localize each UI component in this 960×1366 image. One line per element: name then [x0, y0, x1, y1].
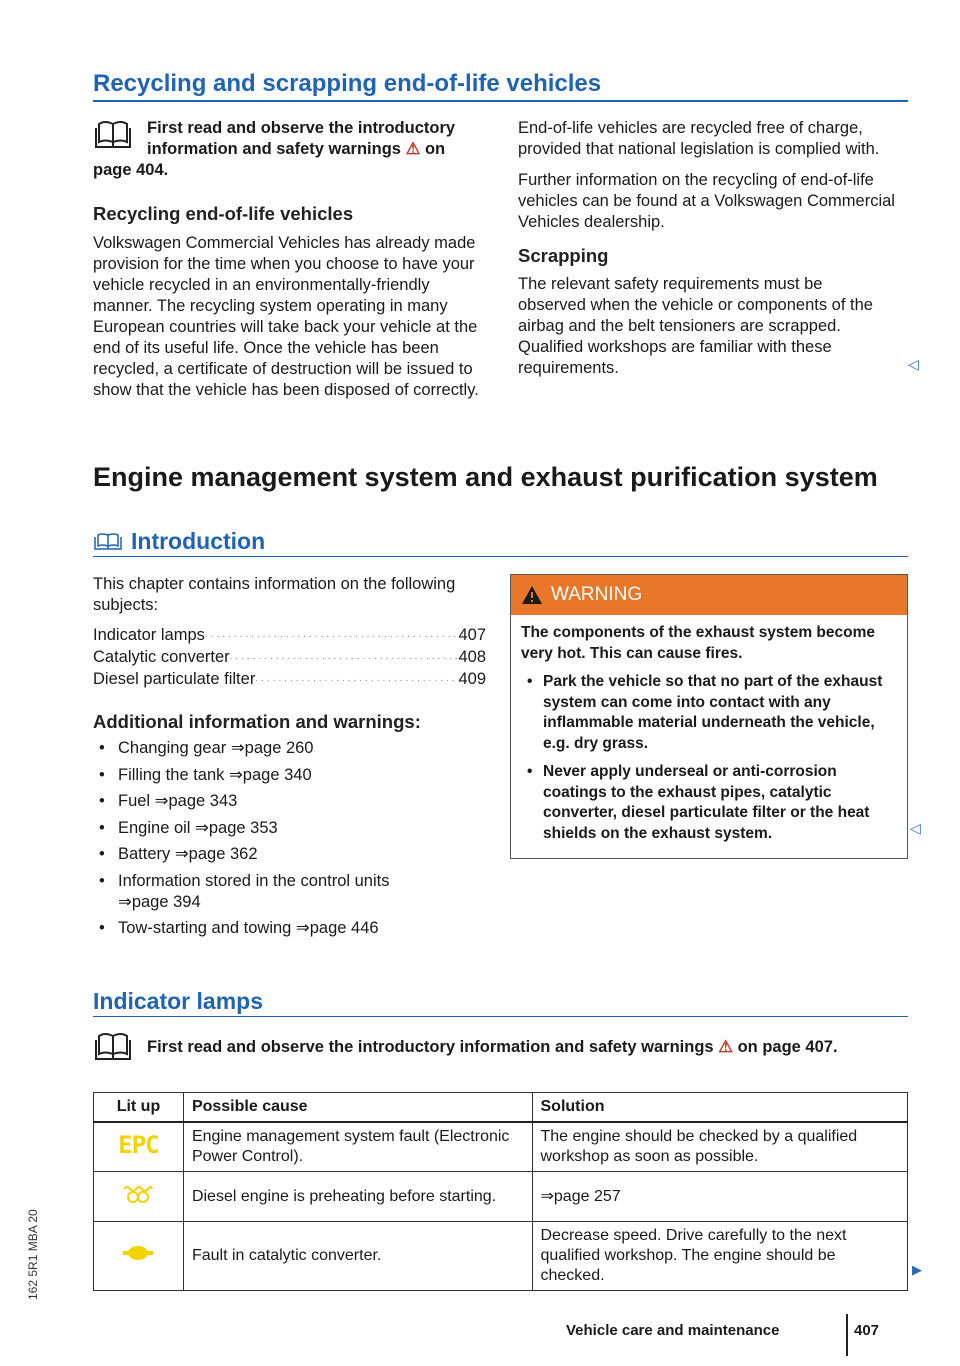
catalytic-converter-icon [121, 1242, 155, 1264]
table-row [94, 1222, 908, 1291]
list-item[interactable]: • Engine oil ⇒page 353 [93, 818, 423, 839]
table-header-row [94, 1093, 908, 1123]
toc-list [93, 624, 486, 690]
continue-arrow-icon: ▶ [912, 1262, 922, 1277]
warning-body [511, 615, 907, 858]
toc-page: 409 [458, 670, 486, 688]
list-item[interactable]: • Fuel ⇒page 343 [93, 791, 423, 812]
table-cell-icon [94, 1222, 184, 1291]
list-item[interactable]: • Battery ⇒page 362 [93, 844, 423, 865]
recycling-heading: Recycling and scrapping end-of-life vehicles [93, 70, 602, 97]
book-icon [93, 120, 133, 150]
warning-bullet: • Park the vehicle so that no part of the exhaust system can come into contact with any inflammable material underneath the vehicle, e.g. dry grass. [521, 672, 897, 754]
recycling-sub1: Recycling end-of-life vehicles [93, 203, 354, 224]
list-item[interactable]: • Filling the tank ⇒page 340 [93, 765, 423, 786]
indicator-table [93, 1092, 908, 1291]
introduction-heading-row [93, 528, 265, 555]
document-code: 162 5R1 MBA 20 [26, 1209, 40, 1300]
indicator-lamps-rule [93, 1016, 908, 1017]
glow-plug-preheating-icon [121, 1183, 155, 1205]
indicator-intro [93, 1032, 838, 1062]
indicator-intro-text: First read and observe the introductory information and safety warnings [147, 1038, 714, 1056]
warning-title: WARNING [551, 584, 643, 605]
recycling-intro [93, 118, 488, 181]
warning-lead: The components of the exhaust system become very hot. This can cause fires. [521, 624, 876, 662]
toc-row[interactable] [93, 624, 486, 646]
epc-warning-lamp-icon: EPC [118, 1131, 159, 1159]
warning-triangle-icon: ⚠ [405, 140, 421, 158]
table-cell: The engine should be checked by a qualified workshop as soon as possible. [532, 1122, 908, 1172]
book-icon [93, 1032, 133, 1062]
recycling-para3: Further information on the recycling of end-of-life vehicles can be found at a Volkswagen Commercial Vehicles dealership. [518, 171, 895, 231]
additional-list [93, 738, 423, 945]
toc-page: 407 [458, 626, 486, 644]
table-cell: Diesel engine is preheating before starting. [183, 1172, 532, 1222]
recycling-para4: The relevant safety requirements must be observed when the vehicle or components of the airbag and the belt tensioners are scrapped. Qualified workshops are familiar with these requirements. [518, 275, 873, 377]
table-row [94, 1172, 908, 1222]
footer-divider [846, 1314, 848, 1356]
warning-box [510, 574, 908, 859]
column-header: Solution [532, 1093, 908, 1123]
recycling-para2: End-of-life vehicles are recycled free of charge, provided that national legislation is complied with. [518, 119, 880, 158]
column-header: Lit up [94, 1093, 184, 1123]
table-cell[interactable]: ⇒page 257 [532, 1172, 908, 1222]
footer-section: Vehicle care and maintenance [566, 1322, 780, 1339]
list-item[interactable]: • Changing gear ⇒page 260 [93, 738, 423, 759]
warning-triangle-icon [521, 585, 543, 605]
column-header: Possible cause [183, 1093, 532, 1123]
list-item[interactable]: • Information stored in the control units ⇒page 394 [93, 871, 423, 913]
recycling-intro-text: First read and observe the introductory information and safety warnings [147, 119, 456, 158]
recycling-intro-page: page 404. [93, 161, 169, 179]
table-cell: Engine management system fault (Electronic Power Control). [183, 1122, 532, 1172]
end-of-section-mark: ◁ [908, 356, 919, 372]
list-item[interactable]: • Tow-starting and towing ⇒page 446 [93, 918, 423, 939]
indicator-intro-page: on page 407. [737, 1038, 838, 1056]
recycling-heading-rule [93, 100, 908, 102]
toc-row[interactable] [93, 646, 486, 668]
table-row [94, 1122, 908, 1172]
warning-header [511, 575, 907, 615]
introduction-heading: Introduction [131, 528, 266, 554]
introduction-rule [93, 556, 908, 557]
recycling-sub2: Scrapping [518, 245, 609, 266]
recycling-intro-on: on [424, 140, 446, 158]
table-cell-icon [94, 1172, 184, 1222]
engine-chapter-heading: Engine management system and exhaust purification system [93, 462, 878, 492]
toc-label: Catalytic converter [93, 648, 230, 666]
table-cell-icon [94, 1122, 184, 1172]
table-cell: Decrease speed. Drive carefully to the next qualified workshop. The engine should be checked. [532, 1222, 908, 1291]
recycling-para1: Volkswagen Commercial Vehicles has already made provision for the time when you choose to have your vehicle recycled in an environmentally-friendly manner. The recycling system operating in many European countries will take back your vehicle at the end of its useful life. Once the vehicle has been recycled, a certificate of destruction will be issued to show that the vehicle has been disposed of correctly. [93, 234, 479, 399]
end-of-section-mark: ◁ [910, 820, 921, 836]
warning-bullet: • Never apply underseal or anti-corrosion coatings to the exhaust pipes, catalytic converter, diesel particulate filter or the heat shields on the exhaust system. [521, 762, 897, 844]
introduction-text: This chapter contains information on the following subjects: [93, 575, 456, 614]
toc-page: 408 [458, 648, 486, 666]
book-icon [93, 533, 123, 551]
additional-heading: Additional information and warnings: [93, 711, 421, 732]
warning-triangle-icon: ⚠ [718, 1038, 733, 1056]
indicator-lamps-heading: Indicator lamps [93, 988, 263, 1014]
table-cell: Fault in catalytic converter. [183, 1222, 532, 1291]
toc-label: Indicator lamps [93, 626, 205, 644]
toc-row[interactable] [93, 668, 486, 690]
toc-label: Diesel particulate filter [93, 670, 256, 688]
page-number: 407 [854, 1322, 880, 1339]
